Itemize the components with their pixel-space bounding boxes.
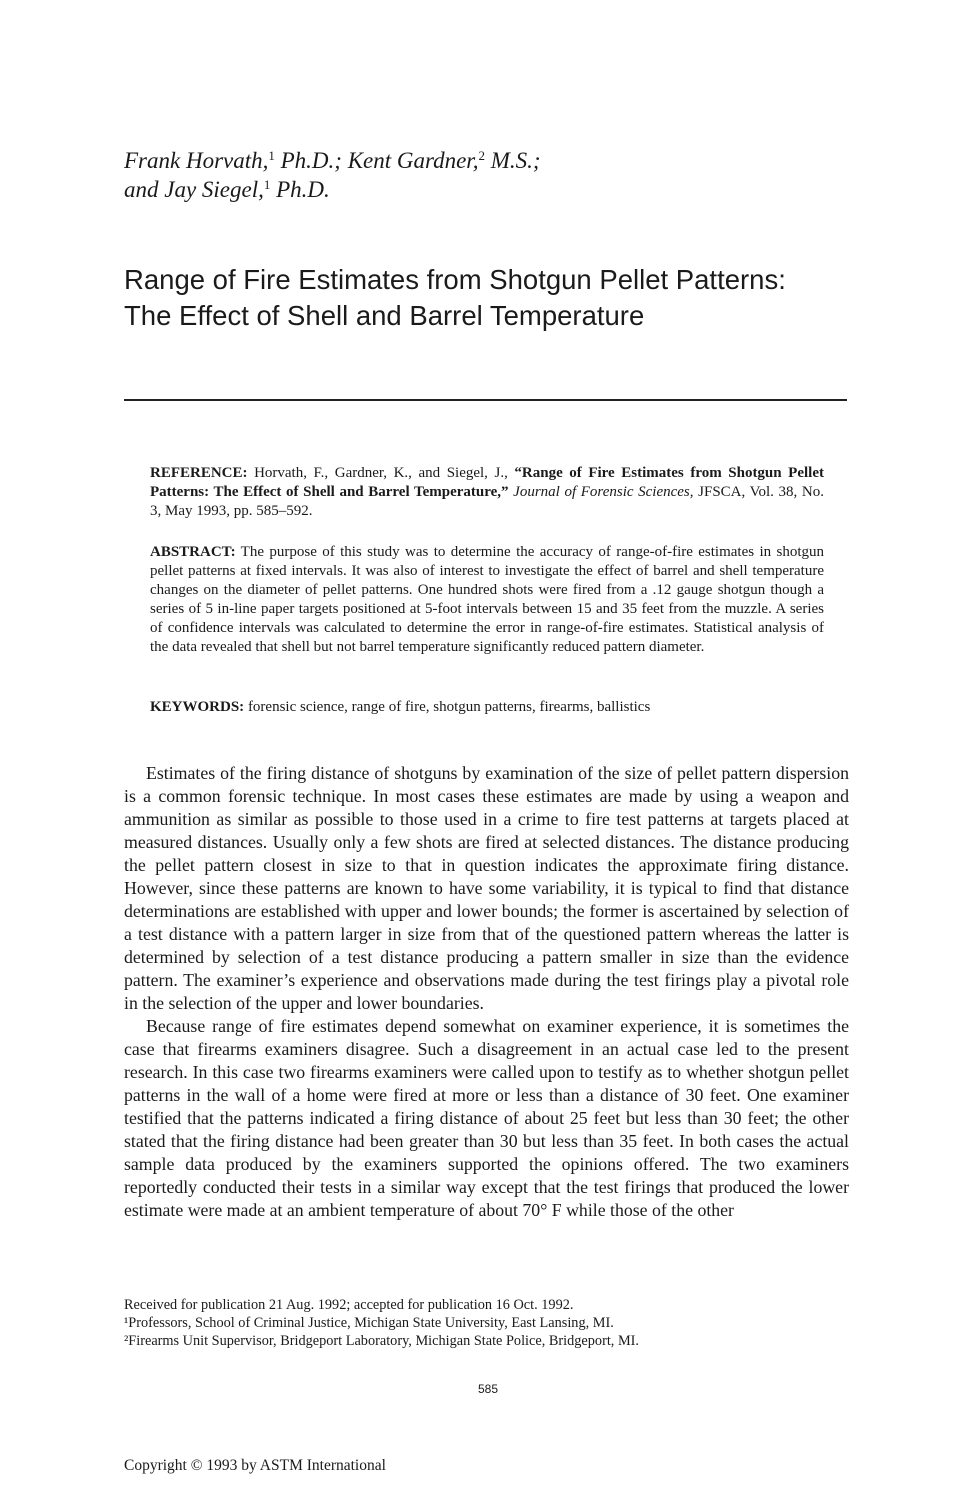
- title-divider: [124, 399, 847, 401]
- reference-title: “Range of Fire Estimates from Shotgun Pellet Patterns: The Effect of Shell and Barrel Temperature,”: [150, 465, 824, 500]
- reference-block: [150, 464, 824, 521]
- author-2-affiliation-marker: 2: [478, 148, 485, 163]
- body-paragraph-1: Estimates of the firing distance of shotguns by examination of the size of pellet pattern dispersion is a common forensic technique. In most cases these estimates are made by using a weapon and ammunition as similar as possible to those used in a crime to fire test patterns at targets placed at measured distances. Usually only a few shots are fired at selected distances. The distance producing the pellet pattern closest in size to that in question indicates the approximate firing distance. However, since these patterns are known to have some variability, it is typical to find that distance determinations are established with upper and lower bounds; the former is ascertained by selection of a test distance with a pattern larger in size from that of the questioned pattern whereas the latter is determined by selection of a test distance producing a pattern smaller in size than the evidence pattern. The examiner’s experience and observations made during the test firings play a pivotal role in the selection of the upper and lower boundaries.: [124, 763, 849, 1013]
- abstract-label: ABSTRACT:: [150, 544, 236, 560]
- author-2-degree: M.S.;: [484, 148, 541, 173]
- paper-title-line-2: The Effect of Shell and Barrel Temperature: [124, 300, 645, 331]
- author-3-name: and Jay Siegel,: [124, 177, 264, 202]
- footnotes: [124, 1296, 849, 1350]
- copyright-notice: Copyright © 1993 by ASTM International: [124, 1457, 386, 1474]
- body-text: [124, 762, 849, 1222]
- reference-authors: Horvath, F., Gardner, K., and Siegel, J.,: [247, 465, 515, 481]
- page-number: 585: [477, 1382, 499, 1396]
- abstract-block: [150, 543, 824, 657]
- body-paragraph-2: Because range of fire estimates depend somewhat on examiner experience, it is sometimes the case that firearms examiners disagree. Such a disagreement in an actual case led to the present research. In this case two firearms examiners were called upon to testify as to whether shotgun pellet patterns in the wall of a home were fired at more or less than a distance of 30 feet. One examiner testified that the patterns indicated a firing distance of about 25 feet but less than 30 feet; the other stated that the firing distance had been greater than 30 but less than 35 feet. In both cases the actual sample data produced by the examiners supported the opinions offered. The two examiners reportedly conducted their tests in a similar way except that the test firings that produced the lower estimate were made at an ambient temperature of about 70° F while those of the other: [124, 1016, 849, 1220]
- author-1-affiliation-marker: 1: [268, 148, 275, 163]
- reference-details: JFSCA, Vol. 38, No. 3, May 1993, pp. 585–592.: [150, 484, 824, 519]
- author-line-2: [124, 175, 844, 204]
- paper-title: [124, 262, 864, 334]
- author-line-1: [124, 146, 844, 175]
- author-1-name: Frank Horvath,: [124, 148, 269, 173]
- author-2-name: Ph.D.; Kent Gardner,: [274, 148, 479, 173]
- keywords-block: [150, 698, 824, 717]
- keywords-label: KEYWORDS:: [150, 699, 245, 715]
- reference-journal: Journal of Forensic Sciences,: [508, 484, 694, 500]
- author-list: [124, 146, 844, 204]
- footnote-2: ²Firearms Unit Supervisor, Bridgeport Laboratory, Michigan State Police, Bridgeport, MI.: [124, 1333, 639, 1349]
- author-3-affiliation-marker: 1: [263, 177, 271, 192]
- reference-label: REFERENCE:: [150, 465, 248, 481]
- footnote-received: Received for publication 21 Aug. 1992; accepted for publication 16 Oct. 1992.: [124, 1297, 574, 1313]
- keywords-text: forensic science, range of fire, shotgun patterns, firearms, ballistics: [244, 699, 651, 715]
- footnote-1: ¹Professors, School of Criminal Justice, Michigan State University, East Lansing, MI.: [124, 1315, 614, 1331]
- paper-title-line-1: Range of Fire Estimates from Shotgun Pellet Patterns:: [124, 264, 786, 295]
- author-3-degree: Ph.D.: [270, 177, 330, 202]
- abstract-text: The purpose of this study was to determine the accuracy of range-of-fire estimates in shotgun pellet patterns at fixed intervals. It was also of interest to investigate the effect of barrel and shell temperature changes on the diameter of pellet patterns. One hundred shots were fired from a .12 gauge shotgun though a series of 5 in-line paper targets positioned at 5-foot intervals between 15 and 35 feet from the muzzle. A series of confidence intervals was calculated to determine the error in range-of-fire estimates. Statistical analysis of the data revealed that shell but not barrel temperature significantly reduced pattern diameter.: [150, 544, 824, 655]
